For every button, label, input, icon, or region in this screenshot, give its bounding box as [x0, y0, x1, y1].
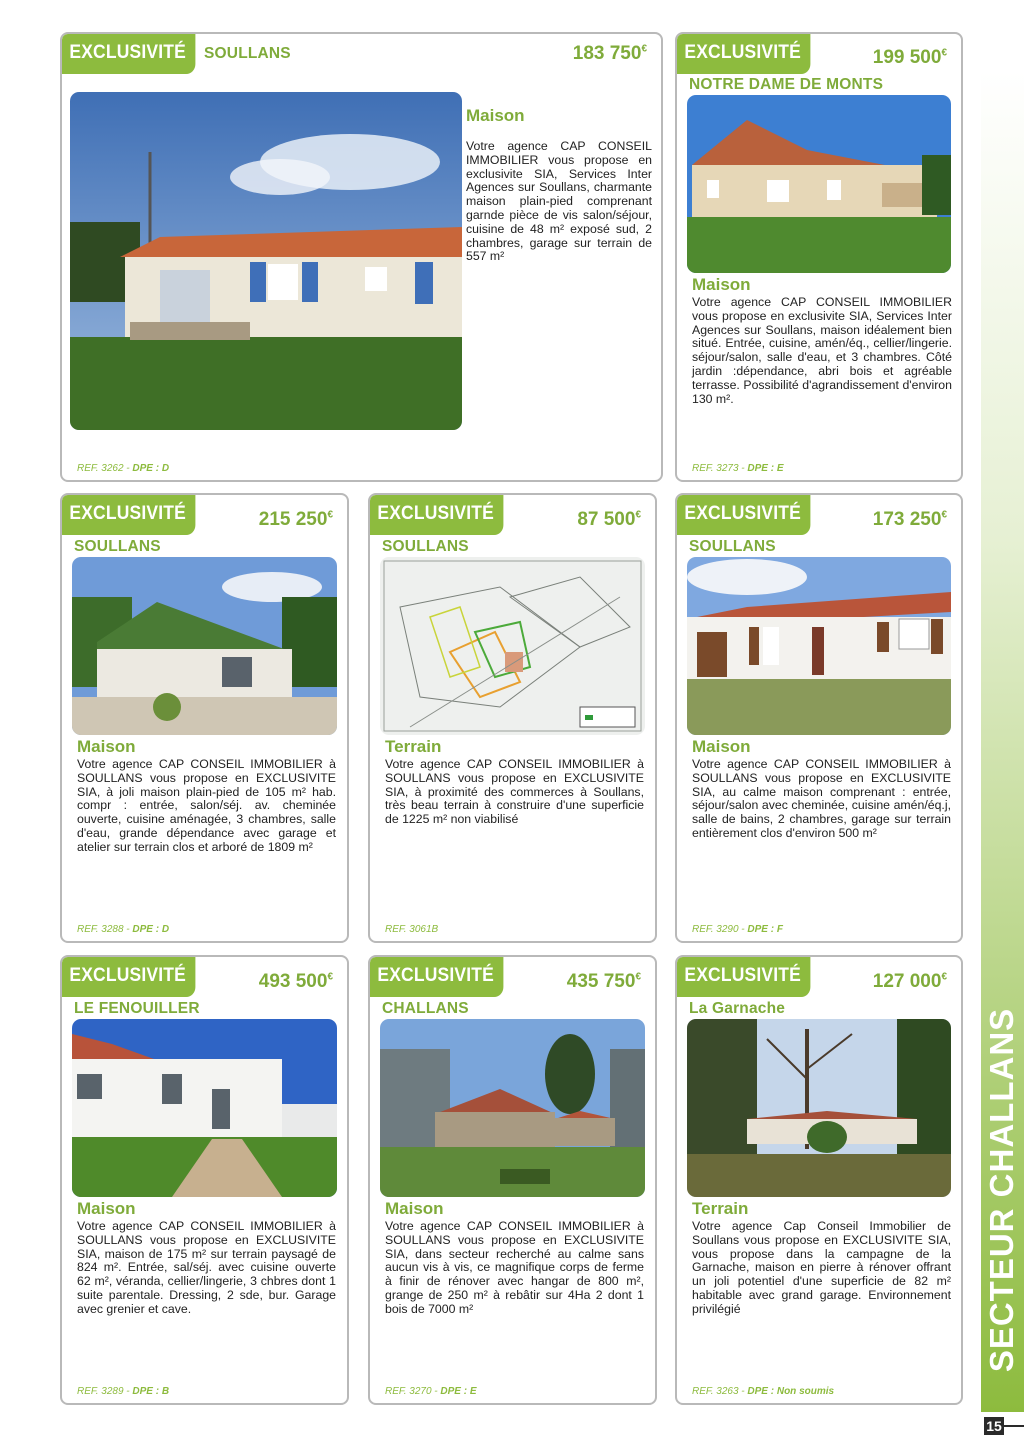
- exclusivite-badge: EXCLUSIVITÉ: [370, 957, 503, 997]
- listing-city: La Garnache: [689, 1000, 786, 1017]
- listing-description: Votre agence CAP CONSEIL IMMOBILIER vous propose en exclusivite SIA, Services Inter Agences sur Soullans, maison idéalement bien situé. Entrée, cuisine, amén/éq., cellier/lingerie. séjour/salon, salle d'eau, et 3 chambres. Côté jardin :dépendance, abri bois et agréable terrasse. Possibilité d'agrandissement d'environ 130 m².: [692, 295, 952, 406]
- exclusivite-badge: EXCLUSIVITÉ: [370, 495, 503, 535]
- listing-type: Terrain: [692, 1199, 749, 1218]
- listing-photo: [687, 1019, 951, 1197]
- listing-description: Votre agence CAP CONSEIL IMMOBILIER à SOULLANS vous propose en EXCLUSIVITE SIA, dans secteur recherché au calme sans aucun vis à vis, ce magnifique corps de ferme à finir de rénover avec hangar de 800 m², grange de 250 m² à rebâtir sur 4Ha 2 dont 1 bois de 7000 m²: [385, 1219, 644, 1316]
- listing-photo: [380, 557, 645, 735]
- listing-card-challans-3270: [368, 955, 657, 1405]
- listing-photo: [380, 1019, 645, 1197]
- listing-ref: REF. 3270 - DPE : E: [385, 1386, 477, 1397]
- listing-type: Maison: [466, 106, 525, 125]
- listing-city: NOTRE DAME DE MONTS: [689, 76, 884, 93]
- page-number-rule: [1004, 1425, 1024, 1427]
- listing-description: Votre agence Cap Conseil Immobilier de Soullans vous propose en EXCLUSIVITE SIA, vous propose dans la campagne de la Garnache, maison en pierre à rénover offrant un joli potentiel d'une superficie de 82 m² habitable avec grand garage. Environnement privilégié: [692, 1219, 951, 1316]
- listing-price: 183 750€: [572, 43, 647, 64]
- listing-card-soullans-3290: [675, 493, 963, 943]
- listing-price: 215 250€: [258, 509, 333, 530]
- exclusivite-badge: EXCLUSIVITÉ: [677, 957, 810, 997]
- listing-card-le-fenouiller-3289: [60, 955, 349, 1405]
- listing-type: Terrain: [385, 737, 442, 756]
- listing-card-notre-dame-3273: [675, 32, 963, 482]
- listing-city: LE FENOUILLER: [74, 1000, 200, 1017]
- listing-ref: REF. 3290 - DPE : F: [692, 924, 783, 935]
- listing-type: Maison: [77, 1199, 136, 1218]
- listing-photo: [72, 557, 337, 735]
- listing-description: Votre agence CAP CONSEIL IMMOBILIER à SOULLANS vous propose en EXCLUSIVITE SIA, à joli maison plain-pied de 105 m² hab. compr : entrée, salon/séj. av. cheminée ouverte, cuisine aménagée, 3 chambres, salle d'eau, grande dépendance avec garage et atelier sur terrain clos et arboré de 1809 m²: [77, 757, 336, 854]
- exclusivite-badge: EXCLUSIVITÉ: [62, 34, 195, 74]
- listing-ref: REF. 3288 - DPE : D: [77, 924, 170, 935]
- listing-city: SOULLANS: [204, 45, 291, 62]
- listing-photo: [70, 92, 462, 430]
- exclusivite-badge: EXCLUSIVITÉ: [677, 34, 810, 74]
- listing-photo: [72, 1019, 337, 1197]
- listing-ref: REF. 3263 - DPE : Non soumis: [692, 1386, 835, 1397]
- listing-photo: [687, 95, 951, 273]
- listing-description: Votre agence CAP CONSEIL IMMOBILIER à SOULLANS vous propose en EXCLUSIVITE SIA, à proximité des commerces à Soullans, très beau terrain à construire d'une superficie de 1225 m² non viabilisé: [385, 757, 644, 827]
- listing-type: Maison: [692, 275, 751, 294]
- listing-card-soullans-3288: [60, 493, 349, 943]
- listing-ref: REF. 3289 - DPE : B: [77, 1386, 170, 1397]
- listing-photo: [687, 557, 951, 735]
- listing-price: 199 500€: [872, 47, 947, 68]
- listing-ref: REF. 3061B: [385, 924, 439, 935]
- exclusivite-badge: EXCLUSIVITÉ: [677, 495, 810, 535]
- listing-price: 493 500€: [258, 971, 333, 992]
- exclusivite-badge: EXCLUSIVITÉ: [62, 957, 195, 997]
- listing-ref: REF. 3262 - DPE : D: [77, 463, 170, 474]
- listing-description: Votre agence CAP CONSEIL IMMOBILIER à SOULLANS vous propose en EXCLUSIVITE SIA, au calme maison comprenant : entrée, séjour/salon avec cheminée, cuisine amén/éq.j, salle de bains, 2 chambres, garage sur terrain entièrement clos d'environ 500 m²: [692, 757, 951, 840]
- exclusivite-badge: EXCLUSIVITÉ: [62, 495, 195, 535]
- listing-price: 435 750€: [566, 971, 641, 992]
- listing-price: 87 500€: [577, 509, 641, 530]
- listing-type: Maison: [77, 737, 136, 756]
- listing-card-la-garnache-3263: [675, 955, 963, 1405]
- listing-price: 173 250€: [872, 509, 947, 530]
- listing-city: SOULLANS: [382, 538, 469, 555]
- listing-city: SOULLANS: [74, 538, 161, 555]
- sector-label: SECTEUR CHALLANS: [983, 1007, 1020, 1373]
- listing-ref: REF. 3273 - DPE : E: [692, 463, 784, 474]
- listing-description: Votre agence CAP CONSEIL IMMOBILIER vous propose en exclusivite SIA, Services Inter Agences sur Soullans, charmante maison plain-pied comprenant garnde pièce de vis salon/séjour, cuisine de 48 m² exposé sud, 2 chambres, garage sur terrain de 557 m²: [466, 139, 652, 264]
- listing-type: Maison: [385, 1199, 444, 1218]
- listing-price: 127 000€: [872, 971, 947, 992]
- listing-type: Maison: [692, 737, 751, 756]
- listing-city: SOULLANS: [689, 538, 776, 555]
- listing-card-soullans-3262: [60, 32, 663, 482]
- listing-card-soullans-3061b: [368, 493, 657, 943]
- listing-description: Votre agence CAP CONSEIL IMMOBILIER à SOULLANS vous propose en EXCLUSIVITE SIA, maison de 175 m² sur terrain paysagé de 824 m². Entrée, sal/séj. avec cuisine ouverte 62 m², véranda, cellier/lingerie, 3 chbres dont 1 suite parentale. Dressing, 2 sde, bur. Garage avec grenier et cave.: [77, 1219, 336, 1316]
- listing-city: CHALLANS: [382, 1000, 469, 1017]
- page-number: 15: [984, 1417, 1004, 1435]
